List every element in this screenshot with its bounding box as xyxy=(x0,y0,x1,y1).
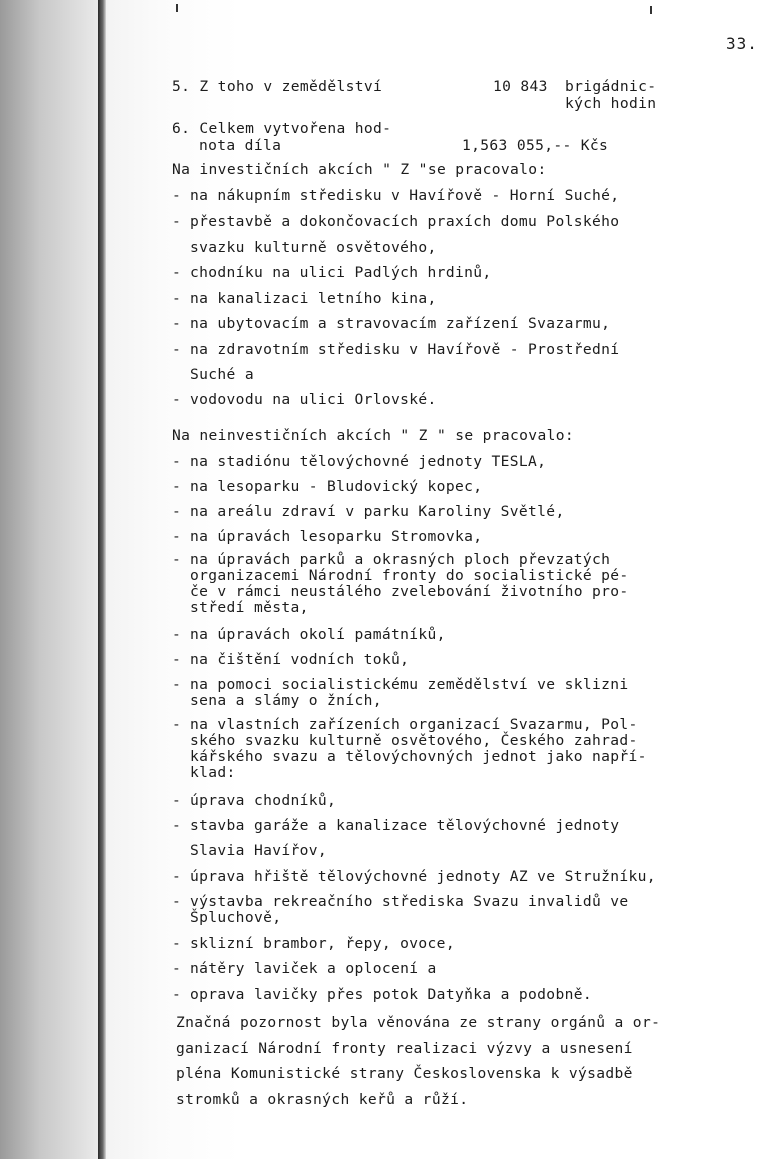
bullet-dash: - xyxy=(172,960,181,977)
invest-line: na kanalizaci letního kina, xyxy=(190,290,437,307)
bullet-dash: - xyxy=(172,528,181,545)
scan-mark xyxy=(176,4,178,12)
bullet-dash: - xyxy=(172,453,181,470)
noninvest-line: če v rámci neustálého zvelebování životního pro- xyxy=(190,583,629,600)
invest-line: vodovodu na ulici Orlovské. xyxy=(190,391,437,408)
noninvest-line: na čištění vodních toků, xyxy=(190,651,410,668)
noninvest-line: sena a slámy o žních, xyxy=(190,692,382,709)
bullet-dash: - xyxy=(172,792,181,809)
example-line: výstavba rekreačního střediska Svazu invalidů ve xyxy=(190,893,629,910)
invest-line: na nákupním středisku v Havířově - Horní Suché, xyxy=(190,187,620,204)
bullet-dash: - xyxy=(172,213,181,230)
example-line: oprava lavičky přes potok Datyňka a podobně. xyxy=(190,986,592,1003)
invest-line: Suché a xyxy=(190,366,254,383)
noninvest-line: klad: xyxy=(190,764,236,781)
binding-edge xyxy=(98,0,106,1159)
closing-line: Značná pozornost byla věnována ze strany orgánů a or- xyxy=(176,1014,661,1031)
bullet-dash: - xyxy=(172,676,181,693)
bullet-dash: - xyxy=(172,478,181,495)
example-line: úprava chodníků, xyxy=(190,792,337,809)
bullet-dash: - xyxy=(172,187,181,204)
noninvest-line: organizacemi Národní fronty do socialistické pé- xyxy=(190,567,629,584)
closing-line: ganizací Národní fronty realizaci výzvy a usnesení xyxy=(176,1040,633,1057)
scan-mark xyxy=(650,6,652,14)
closing-line: pléna Komunistické strany Československa k výsadbě xyxy=(176,1065,633,1082)
item-6-label-line1: 6. Celkem vytvořena hod- xyxy=(172,120,392,137)
bullet-dash: - xyxy=(172,626,181,643)
bullet-dash: - xyxy=(172,986,181,1003)
noninvest-line: na pomoci socialistickému zemědělství ve sklizni xyxy=(190,676,629,693)
invest-line: chodníku na ulici Padlých hrdinů, xyxy=(190,264,492,281)
example-line: úprava hřiště tělovýchovné jednoty AZ ve Stružníku, xyxy=(190,868,656,885)
bullet-dash: - xyxy=(172,264,181,281)
bullet-dash: - xyxy=(172,716,181,733)
bullet-dash: - xyxy=(172,315,181,332)
item-5-label: 5. Z toho v zemědělství xyxy=(172,78,383,95)
invest-line: svazku kulturně osvětového, xyxy=(190,239,437,256)
noninvest-line: ského svazku kulturně osvětového, Českého zahrad- xyxy=(190,732,638,749)
item-5-unit-line1: brigádnic- xyxy=(565,78,657,95)
invest-line: na zdravotním středisku v Havířově - Prostřední xyxy=(190,341,620,358)
invest-line: na ubytovacím a stravovacím zařízení Svazarmu, xyxy=(190,315,611,332)
noninvest-line: na úpravách okolí památníků, xyxy=(190,626,446,643)
noninvest-line: na areálu zdraví v parku Karoliny Světlé, xyxy=(190,503,565,520)
closing-line: stromků a okrasných keřů a růží. xyxy=(176,1091,469,1108)
bullet-dash: - xyxy=(172,290,181,307)
bullet-dash: - xyxy=(172,868,181,885)
example-line: Špluchově, xyxy=(190,909,282,926)
noninvest-line: kářského svazu a tělovýchovných jednot jako napří- xyxy=(190,748,647,765)
noninvest-heading: Na neinvestičních akcích " Z " se pracovalo: xyxy=(172,427,574,444)
noninvest-line: na stadiónu tělovýchovné jednoty TESLA, xyxy=(190,453,547,470)
example-line: stavba garáže a kanalizace tělovýchovné jednoty xyxy=(190,817,620,834)
item-5-value: 10 843 xyxy=(493,78,548,95)
noninvest-line: středí města, xyxy=(190,599,309,616)
example-line: sklizní brambor, řepy, ovoce, xyxy=(190,935,455,952)
bullet-dash: - xyxy=(172,817,181,834)
example-line: nátěry laviček a oplocení a xyxy=(190,960,437,977)
bullet-dash: - xyxy=(172,551,181,568)
noninvest-line: na lesoparku - Bludovický kopec, xyxy=(190,478,483,495)
bullet-dash: - xyxy=(172,503,181,520)
noninvest-line: na vlastních zařízeních organizací Svazarmu, Pol- xyxy=(190,716,638,733)
noninvest-line: na úpravách lesoparku Stromovka, xyxy=(190,528,483,545)
bullet-dash: - xyxy=(172,893,181,910)
invest-heading: Na investičních akcích " Z "se pracovalo: xyxy=(172,161,547,178)
item-5-unit-line2: kých hodin xyxy=(565,95,657,112)
invest-line: přestavbě a dokončovacích praxích domu Polského xyxy=(190,213,620,230)
item-6-label-line2: nota díla xyxy=(199,137,282,154)
bullet-dash: - xyxy=(172,341,181,358)
bullet-dash: - xyxy=(172,651,181,668)
item-6-value: 1,563 055,-- Kčs xyxy=(462,137,609,154)
bullet-dash: - xyxy=(172,935,181,952)
page-number: 33. xyxy=(726,34,758,53)
bullet-dash: - xyxy=(172,391,181,408)
noninvest-line: na úpravách parků a okrasných ploch převzatých xyxy=(190,551,611,568)
example-line: Slavia Havířov, xyxy=(190,842,328,859)
